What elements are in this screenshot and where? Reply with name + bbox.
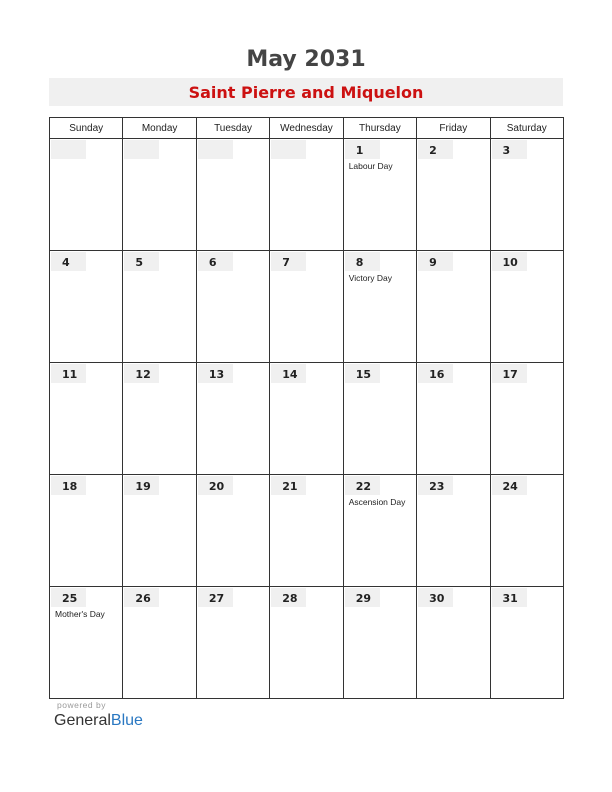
weekday-tuesday: Tuesday — [196, 118, 269, 139]
calendar-day-cell[interactable] — [196, 475, 269, 587]
calendar-day-cell[interactable] — [343, 363, 416, 475]
calendar-week-row — [50, 139, 564, 251]
calendar-day-cell[interactable] — [50, 251, 123, 363]
day-number: 24 — [502, 480, 518, 493]
day-number: 19 — [135, 480, 151, 493]
calendar-week-row — [50, 251, 564, 363]
calendar-day-cell[interactable] — [123, 363, 196, 475]
day-number: 27 — [208, 592, 225, 605]
weekday-sunday: Sunday — [50, 118, 123, 139]
calendar-day-cell[interactable] — [417, 587, 490, 699]
day-number: 1 — [355, 144, 364, 157]
day-number: 12 — [135, 368, 151, 381]
day-number: 6 — [208, 256, 217, 269]
calendar-week-row — [50, 475, 564, 587]
calendar-day-cell[interactable] — [123, 475, 196, 587]
calendar-day-cell[interactable] — [490, 251, 563, 363]
day-number: 23 — [429, 480, 445, 493]
region-banner — [49, 78, 563, 106]
calendar-week-row — [50, 363, 564, 475]
calendar-day-cell[interactable] — [417, 363, 490, 475]
weekday-wednesday: Wednesday — [270, 118, 343, 139]
generalblue-logo[interactable] — [54, 712, 143, 730]
calendar-day-cell[interactable] — [490, 587, 563, 699]
calendar-day-cell[interactable] — [343, 251, 416, 363]
day-number: 10 — [502, 256, 518, 269]
day-number: 18 — [62, 480, 78, 493]
calendar-day-cell[interactable] — [417, 251, 490, 363]
day-number: 9 — [429, 256, 437, 269]
day-number: 30 — [429, 592, 445, 605]
calendar-day-cell[interactable] — [490, 139, 563, 251]
day-number: 13 — [208, 368, 225, 381]
calendar-day-cell[interactable] — [50, 587, 123, 699]
calendar-day-cell[interactable] — [123, 139, 196, 251]
day-number: 21 — [282, 480, 298, 493]
calendar-day-cell[interactable] — [343, 139, 416, 251]
day-number: 14 — [282, 368, 298, 381]
day-number: 28 — [282, 592, 298, 605]
day-number: 17 — [502, 368, 518, 381]
day-number: 15 — [355, 368, 371, 381]
calendar-day-cell[interactable] — [270, 251, 343, 363]
holiday-label: Mother's Day — [55, 609, 105, 619]
holiday-label: Ascension Day — [348, 497, 406, 507]
holiday-label: Labour Day — [348, 161, 393, 171]
calendar-day-cell[interactable] — [196, 587, 269, 699]
holiday-label: Victory Day — [348, 273, 392, 283]
powered-by-label: powered by — [57, 700, 106, 710]
calendar-day-cell[interactable] — [270, 475, 343, 587]
calendar-day-cell[interactable] — [270, 587, 343, 699]
calendar-day-cell[interactable] — [196, 139, 269, 251]
day-number-box — [271, 140, 306, 159]
day-number-box — [124, 140, 159, 159]
day-number: 20 — [208, 480, 225, 493]
calendar-grid — [49, 117, 564, 699]
day-number: 5 — [135, 256, 144, 269]
page-title: May 2031 — [246, 47, 366, 72]
day-number: 25 — [62, 592, 78, 605]
calendar-day-cell[interactable] — [50, 475, 123, 587]
calendar-day-cell[interactable] — [417, 139, 490, 251]
day-number: 8 — [355, 256, 364, 269]
calendar-day-cell[interactable] — [50, 139, 123, 251]
day-number: 22 — [355, 480, 371, 493]
calendar-day-cell[interactable] — [270, 139, 343, 251]
brand-blue: Blue — [110, 712, 143, 729]
region-name: Saint Pierre and Miquelon — [188, 83, 424, 102]
calendar-day-cell[interactable] — [50, 363, 123, 475]
day-number-box — [198, 140, 233, 159]
weekday-friday: Friday — [417, 118, 490, 139]
calendar-day-cell[interactable] — [343, 587, 416, 699]
day-number: 11 — [62, 368, 78, 381]
calendar-day-cell[interactable] — [196, 363, 269, 475]
day-number: 7 — [282, 256, 290, 269]
weekday-saturday: Saturday — [490, 118, 563, 139]
calendar-week-row — [50, 587, 564, 699]
weekday-header-row — [50, 118, 564, 139]
day-number: 16 — [429, 368, 445, 381]
calendar-day-cell[interactable] — [123, 587, 196, 699]
calendar-day-cell[interactable] — [196, 251, 269, 363]
day-number: 26 — [135, 592, 151, 605]
day-number: 4 — [62, 256, 70, 269]
calendar-day-cell[interactable] — [490, 475, 563, 587]
calendar-day-cell[interactable] — [417, 475, 490, 587]
brand-general: General — [54, 712, 111, 729]
weekday-thursday: Thursday — [343, 118, 416, 139]
calendar-day-cell[interactable] — [343, 475, 416, 587]
day-number: 3 — [502, 144, 511, 157]
day-number: 29 — [355, 592, 371, 605]
calendar-day-cell[interactable] — [490, 363, 563, 475]
day-number: 31 — [502, 592, 518, 605]
day-number: 2 — [429, 144, 437, 157]
calendar-day-cell[interactable] — [123, 251, 196, 363]
day-number-box — [51, 140, 86, 159]
calendar-day-cell[interactable] — [270, 363, 343, 475]
weekday-monday: Monday — [123, 118, 196, 139]
